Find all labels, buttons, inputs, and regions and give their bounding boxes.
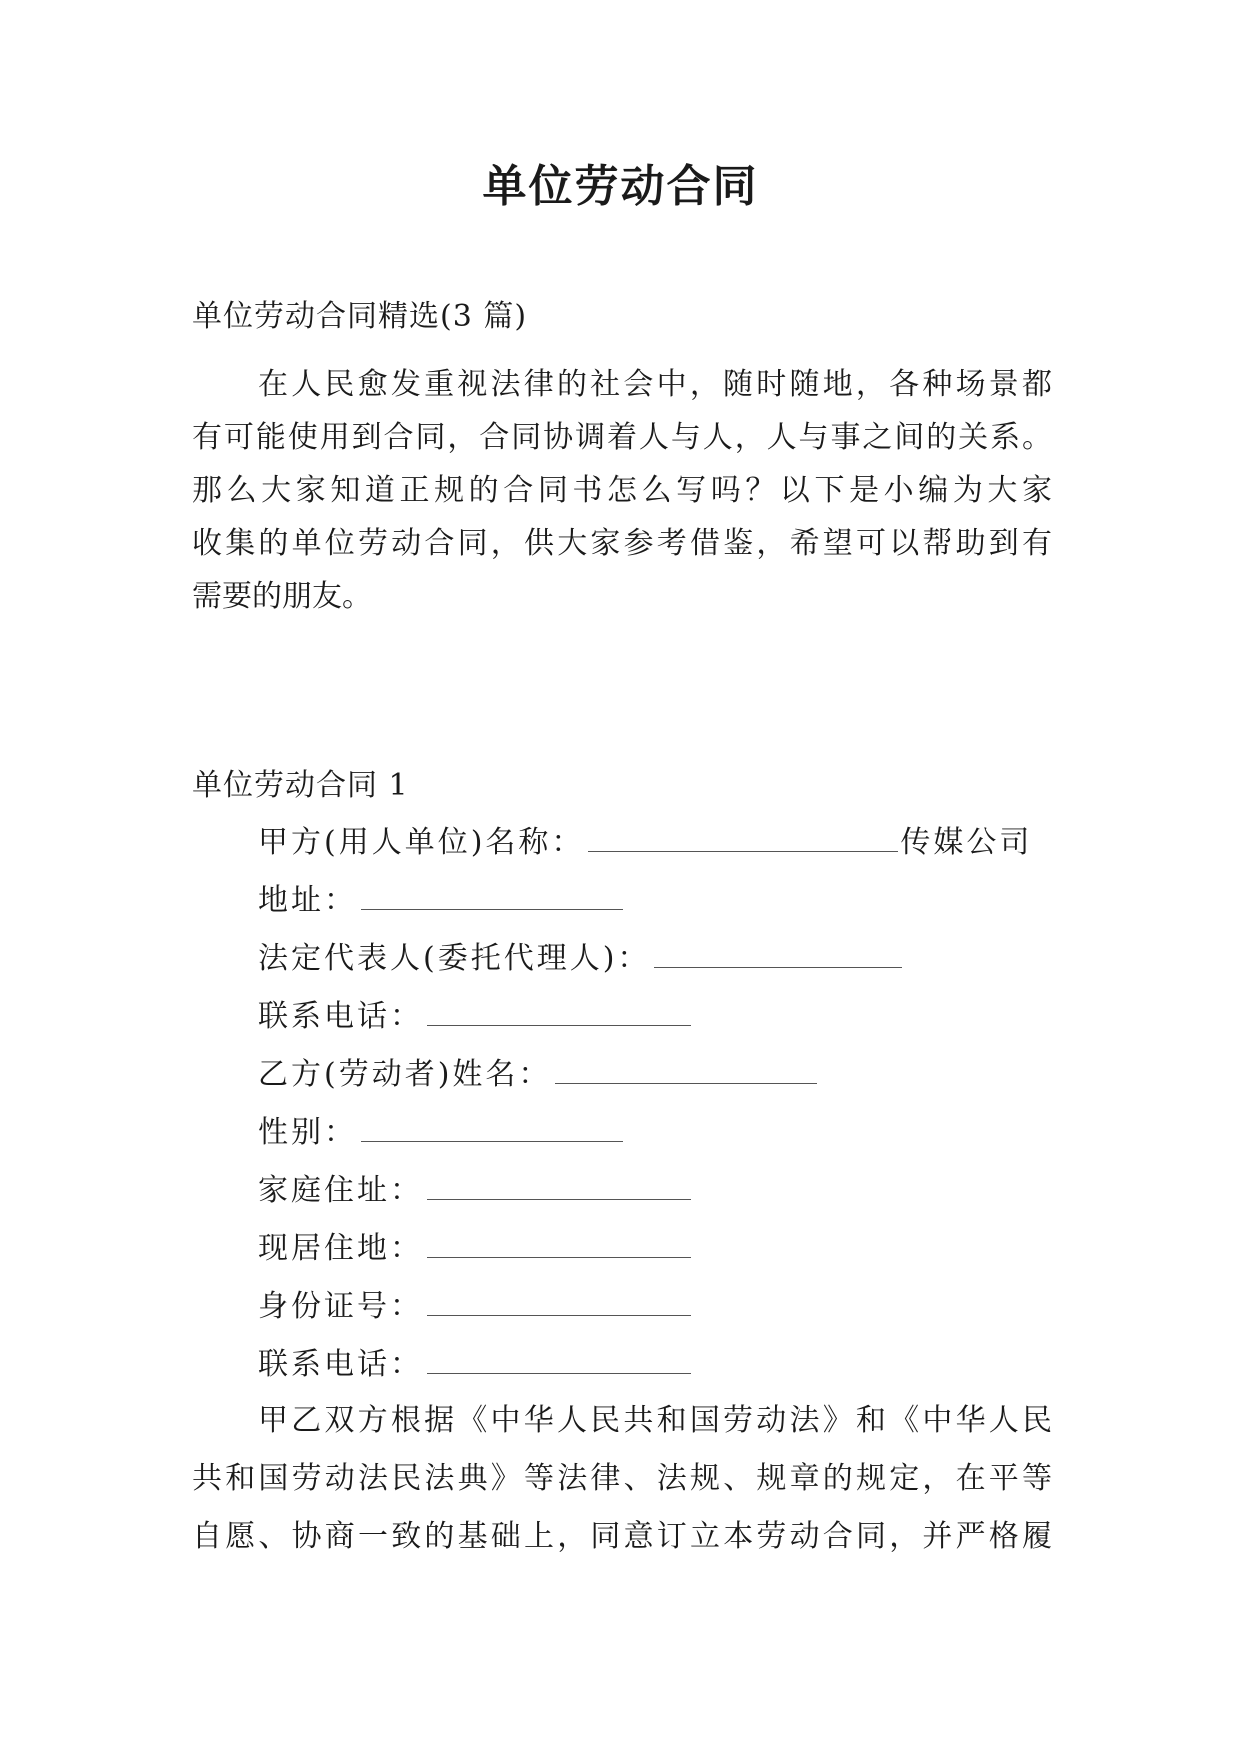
body-line: 甲乙双方根据《中华人民共和国劳动法》和《中华人民 xyxy=(258,1403,1052,1438)
home-address-blank[interactable] xyxy=(427,1169,691,1200)
home-address-label: 家庭住址： xyxy=(258,1173,423,1208)
current-address-label: 现居住地： xyxy=(258,1231,423,1266)
employee-phone-field xyxy=(258,1343,693,1385)
home-address-field xyxy=(258,1169,693,1211)
employee-name-label: 乙方(劳动者)姓名： xyxy=(258,1057,552,1092)
intro-line: 收集的单位劳动合同，供大家参考借鉴，希望可以帮助到有 xyxy=(192,526,1052,561)
address-label: 地址： xyxy=(258,883,357,918)
employer-name-suffix: 传媒公司 xyxy=(900,825,1033,860)
phone-blank[interactable] xyxy=(427,995,691,1026)
id-number-field xyxy=(258,1285,693,1327)
intro-line: 有可能使用到合同，合同协调着人与人，人与事之间的关系。 xyxy=(192,420,1052,455)
employer-name-field xyxy=(258,821,1032,863)
legal-rep-blank[interactable] xyxy=(654,937,902,968)
document-title: 单位劳动合同 xyxy=(482,161,759,212)
id-number-label: 身份证号： xyxy=(258,1289,423,1324)
current-address-field xyxy=(258,1227,693,1269)
legal-rep-label: 法定代表人(委托代理人)： xyxy=(258,941,651,976)
body-line: 自愿、协商一致的基础上，同意订立本劳动合同，并严格履 xyxy=(192,1519,1052,1554)
intro-line: 那么大家知道正规的合同书怎么写吗？以下是小编为大家 xyxy=(192,473,1052,508)
address-blank[interactable] xyxy=(361,879,623,910)
employee-phone-label: 联系电话： xyxy=(258,1347,423,1382)
body-line: 共和国劳动法民法典》等法律、法规、规章的规定，在平等 xyxy=(192,1461,1052,1496)
gender-field xyxy=(258,1111,625,1153)
employee-phone-blank[interactable] xyxy=(427,1343,691,1374)
gender-blank[interactable] xyxy=(361,1111,623,1142)
intro-line: 需要的朋友。 xyxy=(192,579,372,614)
document-subtitle: 单位劳动合同精选(3 篇) xyxy=(192,299,528,334)
phone-label: 联系电话： xyxy=(258,999,423,1034)
legal-rep-field xyxy=(258,937,904,979)
employer-name-label: 甲方(用人单位)名称： xyxy=(258,825,585,860)
id-number-blank[interactable] xyxy=(427,1285,691,1316)
gender-label: 性别： xyxy=(258,1115,357,1150)
phone-field xyxy=(258,995,693,1037)
address-field xyxy=(258,879,625,921)
current-address-blank[interactable] xyxy=(427,1227,691,1258)
employee-name-blank[interactable] xyxy=(555,1053,817,1084)
section-heading: 单位劳动合同 1 xyxy=(192,768,409,803)
employee-name-field xyxy=(258,1053,819,1095)
intro-line: 在人民愈发重视法律的社会中，随时随地，各种场景都 xyxy=(258,367,1052,402)
employer-name-blank[interactable] xyxy=(588,821,898,852)
